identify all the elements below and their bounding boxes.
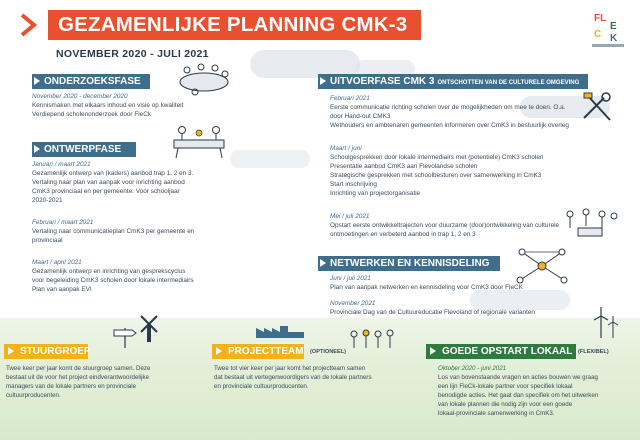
phase-date: Mei / juli 2021 <box>330 213 370 220</box>
uitvoerfase-title: UITVOERFASE CMK 3 <box>330 76 435 87</box>
goede-opstart-flexible: (FLEXIBEL) <box>578 349 609 355</box>
footer-line: managers van de lokale partners en provinciale <box>6 383 137 390</box>
footer-line: een lijn FleCk-lokale partner voor specifiek lokaal <box>438 383 573 390</box>
footer-line: en provinciale cultuurproducenten. <box>214 383 309 390</box>
page-subtitle: NOVEMBER 2020 - JULI 2021 <box>56 48 209 60</box>
projectteam-title: PROJECTTEAM <box>228 346 304 357</box>
stuurgroep-text <box>6 364 150 400</box>
windmill-icon <box>138 312 160 342</box>
chevron-right-icon <box>18 12 40 38</box>
phase-date: Januari / maart 2021 <box>32 161 91 168</box>
phase-line: Gezamenlijk ontwerp van (kaders) aanbod trap 1, 2 en 3. <box>32 170 194 177</box>
uitvoerfase-subtitle: ONTSCHOTTEN VAN DE CULTURELE OMGEVING <box>437 80 580 86</box>
cloud-decoration <box>230 150 310 168</box>
logo-tagline-bar <box>592 44 624 47</box>
phase-date: Juni / juli 2021 <box>330 275 371 282</box>
uitvoerfase-block <box>330 212 559 239</box>
footer-line: Los van bovenstaande vragen en acties bouwen we graag <box>438 374 598 381</box>
wind-turbine-icon <box>592 306 620 338</box>
footer-line: lokaal-provinciale samenwerking in CmK3. <box>438 410 555 417</box>
footer-line: bestaat uit de voor het project eindverantwoordelijke <box>6 374 150 381</box>
footer-line: Twee tot vier keer per jaar komt het projectteam samen <box>214 365 366 372</box>
ontwerpfase-block <box>32 160 193 205</box>
phase-line: voor begeleiding CmK3 scholen door lokale intermediairs <box>32 277 194 284</box>
phase-line: Gezamenlijk ontwerp en inrichting van gesprekscyclus <box>32 268 186 275</box>
phase-line: Inrichting van projectorganisatie <box>330 190 421 197</box>
phase-date: Februari / maart 2021 <box>32 219 94 226</box>
tools-icon <box>578 92 618 124</box>
design-workshop-icon <box>168 120 230 162</box>
uitvoerfase-header <box>318 74 588 89</box>
onderzoeksfase-header <box>32 74 150 89</box>
phase-line: Wethouders en ambtenaren gemeenten informeren over CmK3 in bestuurlijk overleg <box>330 122 569 129</box>
footer-line: benodigde acties. Het gaat dan specifiek om het uitwerken <box>438 392 599 399</box>
phase-line: Provinciale Dag van de Cultuureducatie Flevoland of regionale varianten <box>330 309 535 316</box>
ontwerpfase-block <box>32 258 194 294</box>
footer-line: Twee keer per jaar komt de stuurgroep samen. Deze <box>6 365 151 372</box>
stuurgroep-header <box>4 344 91 359</box>
onderzoeksfase-title: ONDERZOEKSFASE <box>44 76 141 87</box>
netwerken-title: NETWERKEN EN KENNISDELING <box>330 258 490 269</box>
phase-date: November 2020 - december 2020 <box>32 93 128 100</box>
footer-line: van lokale plannen die nodig zijn voor een goede <box>438 401 573 408</box>
phase-line: ontmoetingen en verbeterd aanbod in trap 1, 2 en 3 <box>330 231 476 238</box>
projectteam-optional: (OPTIONEEL) <box>310 349 347 355</box>
phase-date: Februari 2021 <box>330 95 370 102</box>
meeting-table-icon <box>175 60 233 96</box>
logo-letter: C <box>594 29 602 40</box>
projectteam-header <box>212 344 304 359</box>
phase-line: Schoolgesprekken door lokale intermediairs met (potentiele) CmK3 scholen <box>330 154 544 161</box>
phase-line: Plan van aanpak netwerken en kennisdeling voor CmK3 door FleCK <box>330 284 523 291</box>
phase-line: Opstart eerste ontwikkeltrajecten voor duurzame (door)ontwikkeling van culturele <box>330 222 560 229</box>
projectteam-text <box>214 364 372 391</box>
phase-date: November 2021 <box>330 300 376 307</box>
phase-line: 2020-2021 <box>32 197 63 204</box>
fleck-logo <box>592 14 624 48</box>
factory-icon <box>256 324 304 338</box>
netwerken-header <box>318 256 500 271</box>
phase-line: Kennismaken met elkaars inhoud en visie op kwaliteit <box>32 102 184 109</box>
goede-opstart-title: GOEDE OPSTART LOKAAL <box>442 346 573 357</box>
uitvoerfase-block <box>330 94 569 130</box>
signpost-icon <box>112 326 138 348</box>
footer-line: cultuurproducenten. <box>6 392 61 399</box>
stuurgroep-title: STUURGROEP <box>20 346 91 357</box>
phase-date: Maart / juni <box>330 145 362 152</box>
page-title: GEZAMENLIJKE PLANNING CMK-3 <box>48 10 421 40</box>
netwerken-block <box>330 274 523 292</box>
logo-letter: K <box>610 33 618 44</box>
phase-line: door Hand-out CMK3 <box>330 113 391 120</box>
ontwerpfase-header <box>32 142 136 157</box>
goede-opstart-text <box>438 364 598 418</box>
onderzoeksfase-content <box>32 92 183 119</box>
phase-line: Vertaling naar plan van aanpak voor inrichting aanbod <box>32 179 185 186</box>
group-people-icon <box>560 204 620 244</box>
goede-opstart-header <box>426 344 576 359</box>
netwerken-block <box>330 299 535 317</box>
phase-line: Eerste communicatie richting scholen over de mogelijkheden om mee te doen. O.a. <box>330 104 566 111</box>
team-people-icon <box>348 328 400 352</box>
phase-line: provinciaal <box>32 237 63 244</box>
phase-line: Verdiepend scholenonderzoek door FleCk <box>32 111 152 118</box>
logo-letter: FL <box>594 13 607 24</box>
phase-line: Presentatie aanbod CmK3 aan Flevolandse scholen <box>330 163 478 170</box>
ontwerpfase-title: ONTWERPFASE <box>44 144 122 155</box>
uitvoerfase-block <box>330 144 543 198</box>
phase-line: CmK3 provinciaal en per gemeente. Voor schooljaar <box>32 188 180 195</box>
phase-date: Maart / april 2021 <box>32 259 82 266</box>
phase-line: Strategische gesprekken met schoolbesturen over samenwerking in CmK3 <box>330 172 542 179</box>
footer-line: dat bestaat uit vertegenwoordigers van de lokale partners <box>214 374 372 381</box>
ontwerpfase-block <box>32 218 194 245</box>
logo-letter: E <box>610 21 617 32</box>
phase-line: Start inschrijving <box>330 181 377 188</box>
phase-line: Vertaling naar communicatieplan CmK3 per gemeente en <box>32 228 195 235</box>
phase-line: Plan van aanpak EVI <box>32 286 92 293</box>
footer-date: Oktober 2020 - juni 2021 <box>438 365 507 372</box>
